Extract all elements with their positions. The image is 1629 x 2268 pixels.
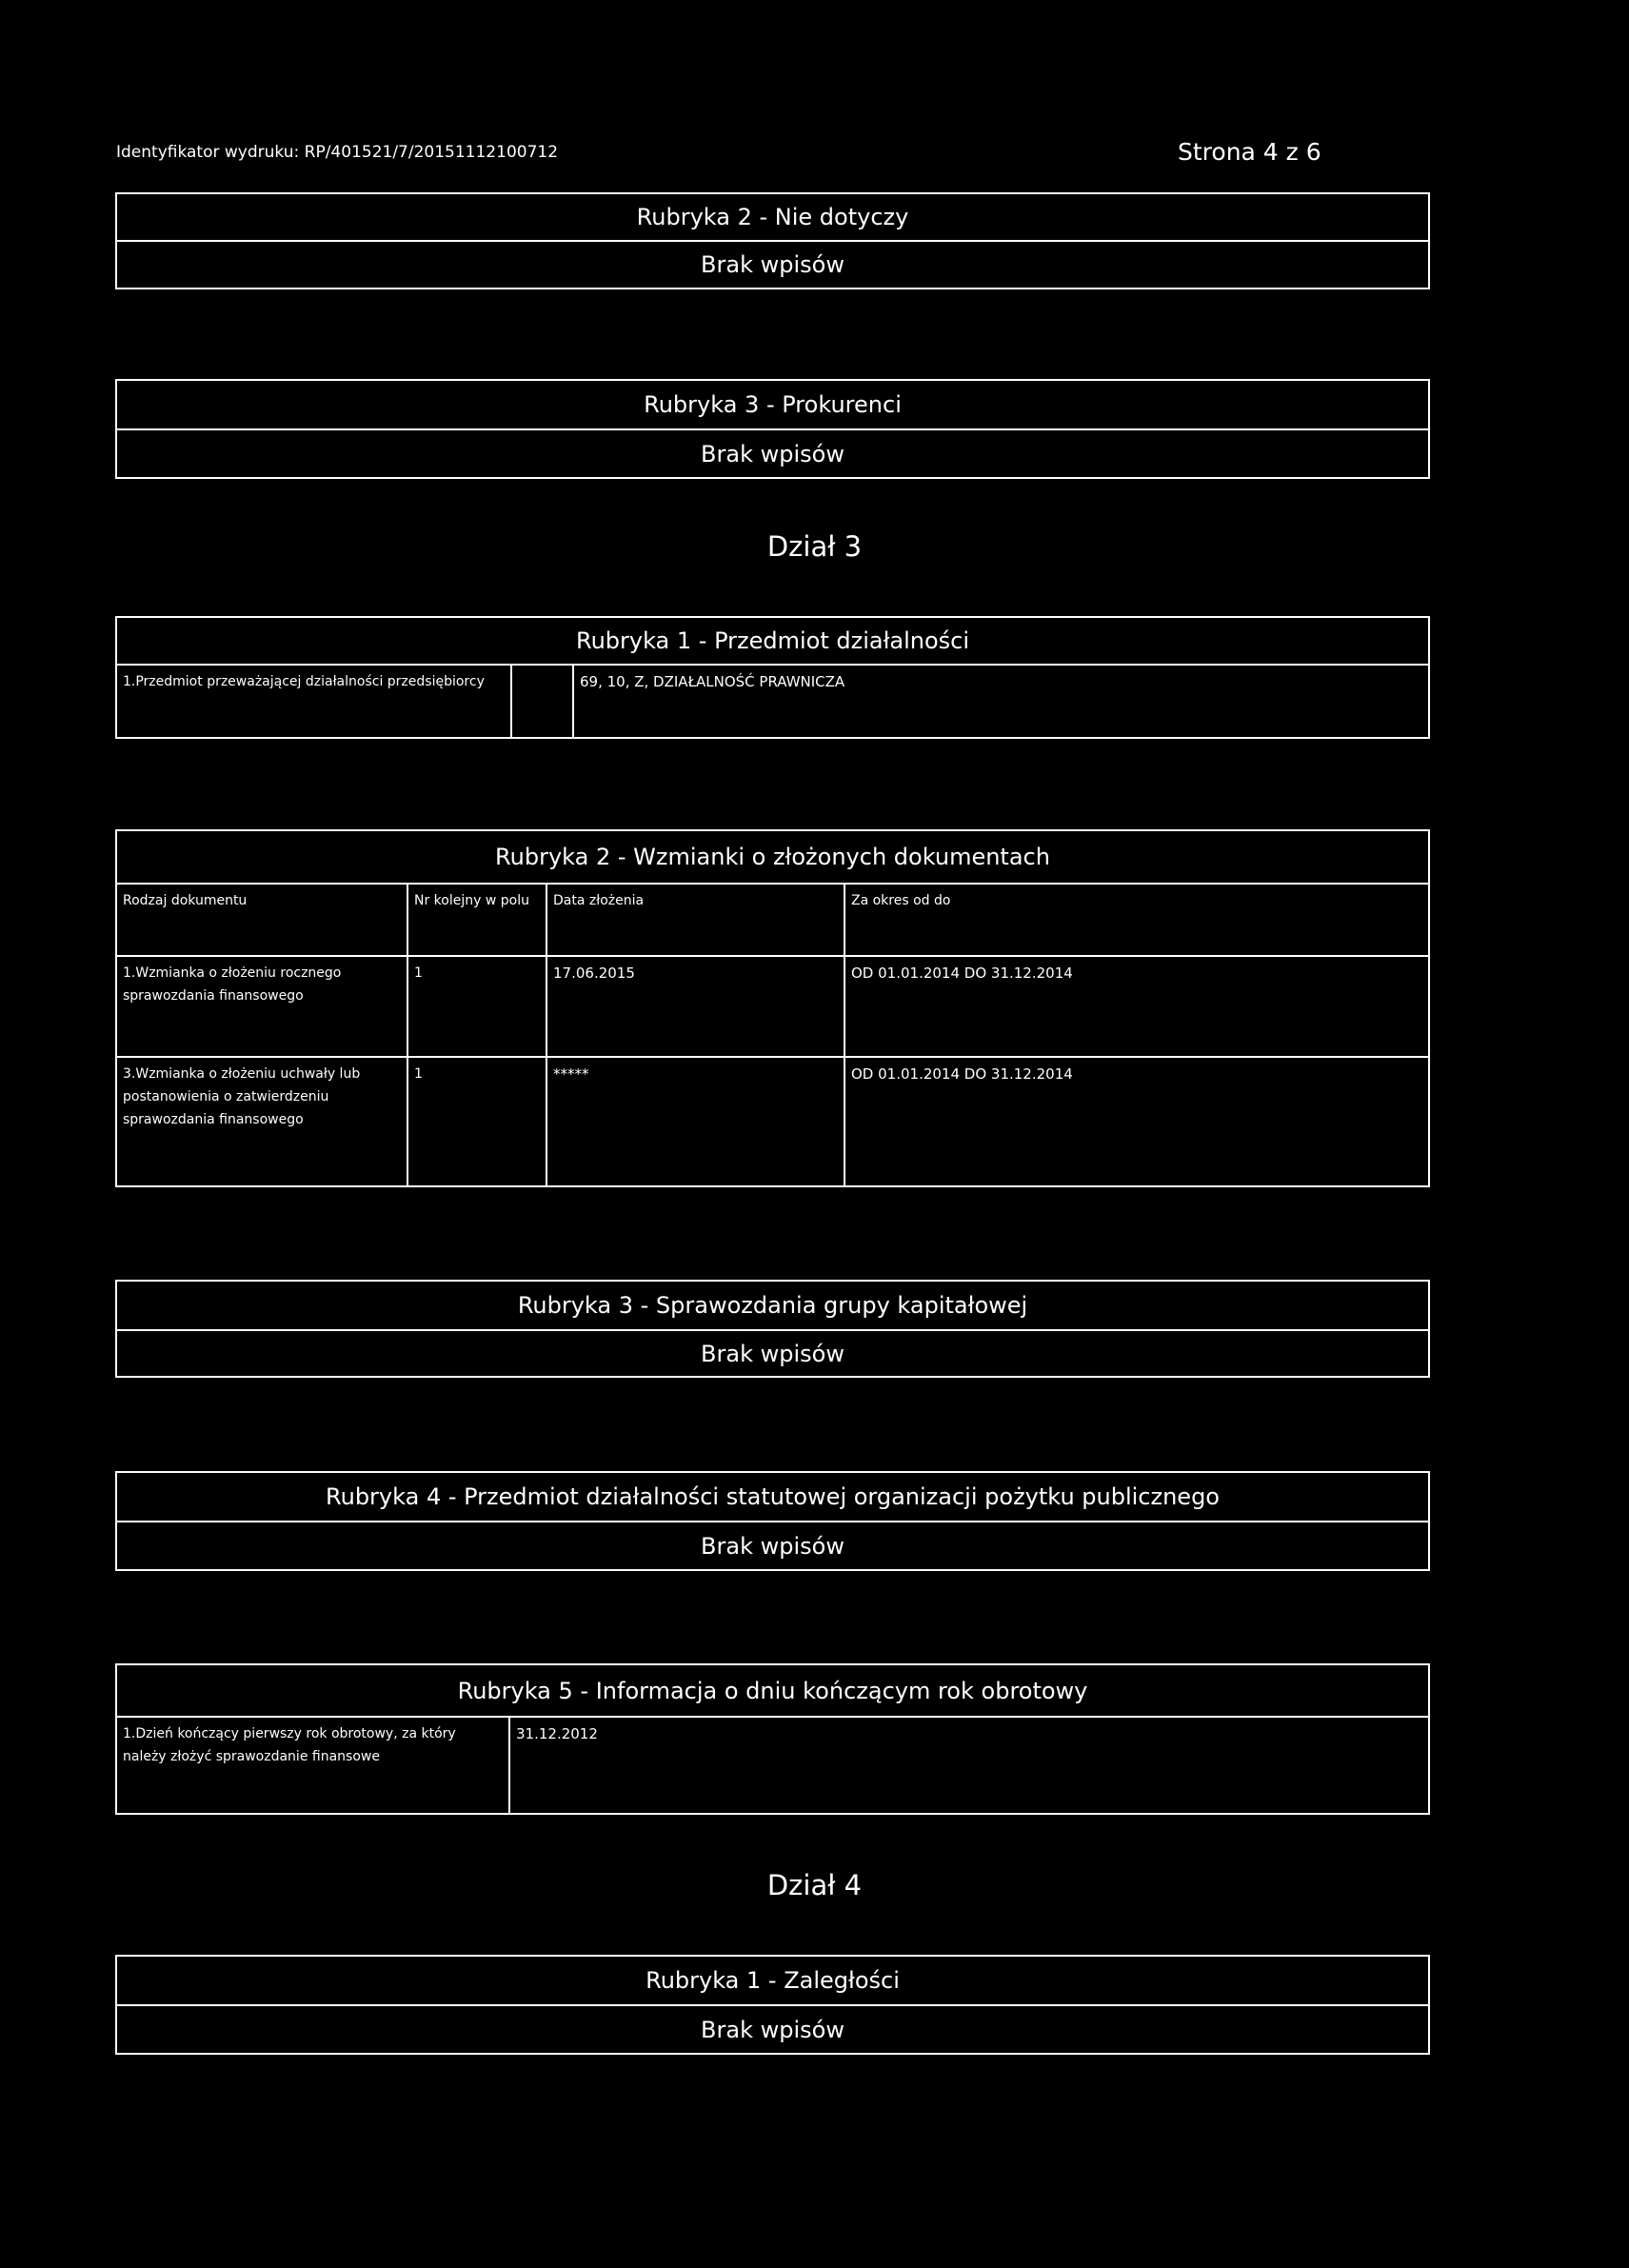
doc-type: 3.Wzmianka o złożeniu uchwały lub postanowienia o zatwierdzeniu sprawozdania finansowego <box>117 1058 408 1185</box>
field-spacer <box>512 666 574 737</box>
doc-period: OD 01.01.2014 DO 31.12.2014 <box>851 965 1073 982</box>
section-title: Rubryka 5 - Informacja o dniu kończącym rok obrotowy <box>117 1665 1428 1718</box>
field-label: 1.Przedmiot przeważającej działalności przedsiębiorcy <box>117 666 512 737</box>
empty-note: Brak wpisów <box>701 2016 844 2043</box>
table-header <box>117 885 1428 957</box>
rubryka-1-przedmiot-dzialalnosci <box>115 616 1430 739</box>
doc-period: OD 01.01.2014 DO 31.12.2014 <box>851 1065 1073 1083</box>
print-identifier: Identyfikator wydruku: RP/401521/7/20151112100712 <box>116 143 559 162</box>
section-title: Rubryka 1 - Przedmiot działalności <box>117 618 1428 666</box>
column-header: Za okres od do <box>851 893 951 908</box>
section-title: Rubryka 2 - Wzmianki o złożonych dokumentach <box>117 831 1428 885</box>
field-value: 69, 10, Z, DZIAŁALNOŚĆ PRAWNICZA <box>580 673 845 690</box>
section-title: Rubryka 3 - Sprawozdania grupy kapitałowej <box>117 1282 1428 1331</box>
field-value: 31.12.2012 <box>516 1725 598 1742</box>
empty-note: Brak wpisów <box>701 1340 844 1367</box>
table-row <box>117 957 1428 1058</box>
column-header: Rodzaj dokumentu <box>117 885 408 955</box>
table-row <box>117 1058 1428 1185</box>
dzial-4-heading: Dział 4 <box>766 1869 863 1901</box>
column-header: Data złożenia <box>547 885 845 955</box>
section-title: Rubryka 1 - Zaległości <box>117 1957 1428 2006</box>
rubryka-2-nie-dotyczy <box>115 192 1430 289</box>
rubryka-3-sprawozdania <box>115 1280 1430 1378</box>
doc-number: 1 <box>408 957 547 1056</box>
section-title: Rubryka 3 - Prokurenci <box>117 381 1428 430</box>
section-title: Rubryka 2 - Nie dotyczy <box>117 194 1428 242</box>
section-title: Rubryka 4 - Przedmiot działalności statutowej organizacji pożytku publicznego <box>117 1473 1428 1522</box>
rubryka-5-rok-obrotowy <box>115 1663 1430 1815</box>
empty-note: Brak wpisów <box>701 1532 844 1560</box>
empty-note: Brak wpisów <box>701 251 844 278</box>
doc-type: 1.Wzmianka o złożeniu rocznego sprawozdania finansowego <box>117 957 408 1056</box>
column-header: Nr kolejny w polu <box>408 885 547 955</box>
doc-date: 17.06.2015 <box>547 957 845 1056</box>
rubryka-2-wzmianki <box>115 829 1430 1187</box>
rubryka-1-zaleglosci <box>115 1955 1430 2055</box>
doc-date: ***** <box>547 1058 845 1185</box>
rubryka-3-prokurenci <box>115 379 1430 479</box>
field-label: 1.Dzień kończący pierwszy rok obrotowy, za który należy złożyć sprawozdanie finansowe <box>117 1718 510 1813</box>
dzial-3-heading: Dział 3 <box>766 530 863 563</box>
empty-note: Brak wpisów <box>701 440 844 468</box>
rubryka-4-przedmiot-statutowy <box>115 1471 1430 1571</box>
page-number: Strona 4 z 6 <box>1178 138 1321 166</box>
doc-number: 1 <box>408 1058 547 1185</box>
